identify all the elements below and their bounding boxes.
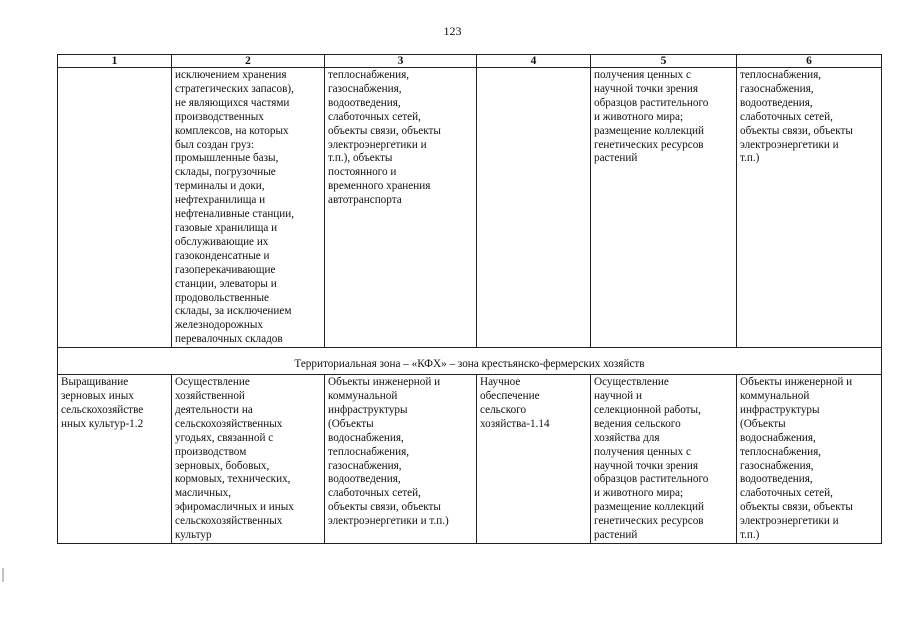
- cell-text: Научное обеспечение сельского хозяйства-1.14: [480, 376, 550, 430]
- cell-text: Осуществление хозяйственной деятельности на сельскохозяйственных угодьях, связанной с производством зерновых, бобовых, кормовых, технических, масличных, эфиромасличных и иных сельскохозяйственных культур: [175, 376, 294, 542]
- cell-aux-use-kind: [477, 375, 591, 544]
- cell-use-kind: [58, 375, 172, 544]
- cell-aux-use-description: [591, 375, 737, 544]
- cell-capital-objects: [325, 375, 477, 544]
- cell-capital-objects: [325, 68, 477, 348]
- cell-text: получения ценных с научной точки зрения образцов растительного и животного мира; размещение коллекций генетических ресурсов растений: [594, 69, 709, 165]
- cell-text: Выращивание зерновых иных сельскохозяйстве нных культур-1.2: [61, 376, 144, 430]
- cell-aux-use-description: [591, 68, 737, 348]
- land-use-table: [57, 54, 882, 544]
- continued-row: [58, 68, 882, 348]
- cell-text: теплоснабжения, газоснабжения, водоотведения, слаботочных сетей, объекты связи, объекты электроэнергетики и т.п.), объекты постоянного и временного хранения автотранспорта: [328, 69, 441, 207]
- cell-aux-use-kind: [477, 68, 591, 348]
- cell-use-kind: [58, 68, 172, 348]
- column-header-1: 1: [58, 55, 172, 68]
- cell-text: теплоснабжения, газоснабжения, водоотведения, слаботочных сетей, объекты связи, объекты электроэнергетики и т.п.): [740, 69, 853, 165]
- column-number-row: [58, 55, 882, 68]
- kfh-row: [58, 375, 882, 544]
- cell-aux-capital-objects: [737, 68, 882, 348]
- zone-heading-row: [58, 348, 882, 375]
- column-header-3: 3: [325, 55, 477, 68]
- cell-text: Осуществление научной и селекционной работы, ведения сельского хозяйства для получения ценных с научной точки зрения образцов растительного и животного мира; размещение коллекций генетических ресурсов растений: [594, 376, 709, 542]
- column-header-5: 5: [591, 55, 737, 68]
- column-header-4: 4: [477, 55, 591, 68]
- cell-aux-capital-objects: [737, 375, 882, 544]
- cell-use-description: [172, 68, 325, 348]
- column-header-2: 2: [172, 55, 325, 68]
- zone-heading: Территориальная зона – «КФХ» – зона крестьянско-фермерских хозяйств: [58, 348, 882, 375]
- cell-text: исключением хранения стратегических запасов), не являющихся частями производственных комплексов, на которых был создан груз: промышленные базы, склады, погрузочные терминалы и доки, нефтехранилища и нефтеналивные станции, газовые хранилища и обслуживающие их газоконденсатные и газоперекачивающие станции, элеваторы и продовольственные склады, за исключением железнодорожных перевалочных складов: [175, 69, 295, 346]
- page-number: 123: [443, 24, 462, 38]
- column-header-6: 6: [737, 55, 882, 68]
- cell-text: Объекты инженерной и коммунальной инфраструктуры (Объекты водоснабжения, теплоснабжения, газоснабжения, водоотведения, слаботочных сетей, объекты связи, объекты электроэнергетики и т.п.): [740, 376, 853, 542]
- cell-text: Объекты инженерной и коммунальной инфраструктуры (Объекты водоснабжения, теплоснабжения, газоснабжения, водоотведения, слаботочных сетей, объекты связи, объекты электроэнергетики и т.п.): [328, 376, 449, 528]
- scan-margin-mark: [2, 568, 4, 582]
- cell-use-description: [172, 375, 325, 544]
